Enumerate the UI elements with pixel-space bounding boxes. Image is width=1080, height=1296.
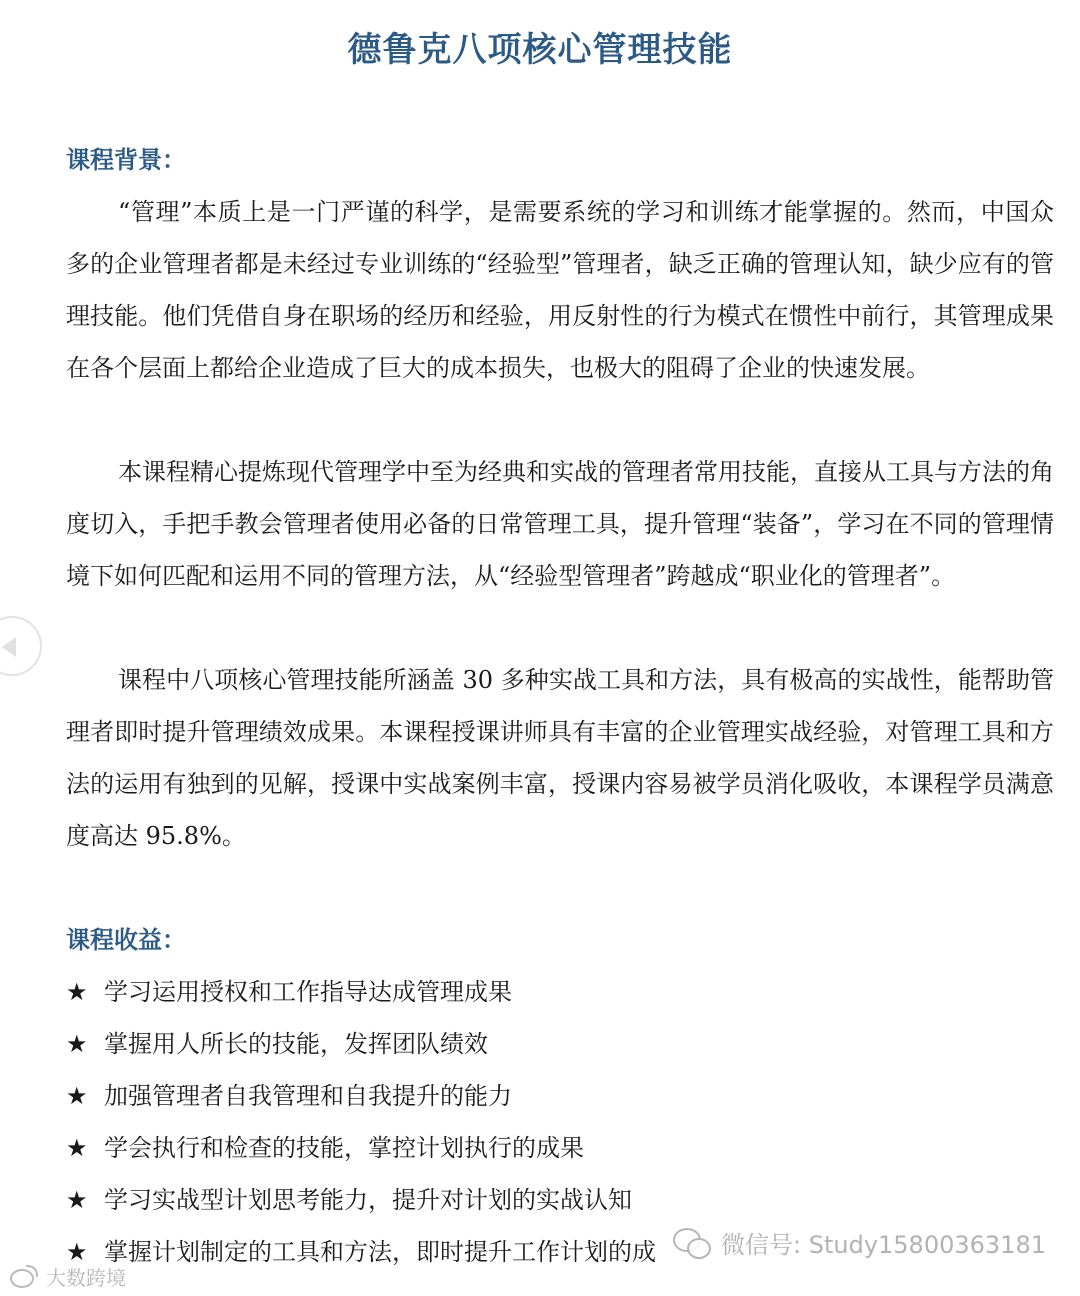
wechat-watermark-text: 微信号: Study15800363181 bbox=[721, 1230, 1046, 1259]
star-icon: ★ bbox=[66, 1238, 88, 1266]
list-item bbox=[66, 966, 1066, 1018]
star-icon: ★ bbox=[66, 1030, 88, 1058]
list-item bbox=[66, 1070, 1066, 1122]
benefit-text: 加强管理者自我管理和自我提升的能力 bbox=[104, 1082, 512, 1110]
benefit-text: 学会执行和检查的技能，掌控计划执行的成果 bbox=[104, 1134, 584, 1162]
star-icon: ★ bbox=[66, 1082, 88, 1110]
benefit-text: 掌握计划制定的工具和方法，即时提升工作计划的成 bbox=[104, 1238, 656, 1266]
star-icon: ★ bbox=[66, 1186, 88, 1214]
list-item bbox=[66, 1018, 1066, 1070]
background-paragraph-3: 课程中八项核心管理技能所涵盖 30 多种实战工具和方法，具有极高的实战性，能帮助管理者即时提升管理绩效成果。本课程授课讲师具有丰富的企业管理实战经验，对管理工具和方法的运用有独到的见解，授课中实战案例丰富，授课内容易被学员消化吸收，本课程学员满意度高达 95.8%。 bbox=[66, 666, 1054, 850]
background-paragraph-2: 本课程精心提炼现代管理学中至为经典和实战的管理者常用技能，直接从工具与方法的角度切入，手把手教会管理者使用必备的日常管理工具，提升管理“装备”，学习在不同的管理情境下如何匹配和运用不同的管理方法，从“经验型管理者”跨越成“职业化的管理者”。 bbox=[66, 458, 1054, 590]
benefits-heading: 课程收益： bbox=[66, 925, 186, 954]
benefit-text: 学习实战型计划思考能力，提升对计划的实战认知 bbox=[104, 1186, 632, 1214]
list-item bbox=[66, 1174, 1066, 1226]
benefit-text: 掌握用人所长的技能，发挥团队绩效 bbox=[104, 1030, 488, 1058]
background-paragraph-1: “管理”本质上是一门严谨的科学，是需要系统的学习和训练才能掌握的。然而，中国众多的企业管理者都是未经过专业训练的“经验型”管理者，缺乏正确的管理认知，缺少应有的管理技能。他们凭借自身在职场的经历和经验，用反射性的行为模式在惯性中前行，其管理成果在各个层面上都给企业造成了巨大的成本损失，也极大的阻碍了企业的快速发展。 bbox=[66, 198, 1054, 382]
weibo-watermark bbox=[10, 1262, 126, 1290]
background-heading: 课程背景： bbox=[66, 145, 186, 174]
wechat-icon bbox=[673, 1226, 713, 1258]
list-item bbox=[66, 1122, 1066, 1174]
benefit-text: 学习运用授权和工作指导达成管理成果 bbox=[104, 978, 512, 1006]
page-title: 德鲁克八项核心管理技能 bbox=[347, 30, 733, 70]
weibo-icon bbox=[10, 1265, 40, 1287]
previous-page-arrow-icon[interactable] bbox=[0, 616, 42, 676]
weibo-watermark-text: 大数跨境 bbox=[46, 1265, 126, 1290]
wechat-watermark bbox=[673, 1222, 1046, 1262]
star-icon: ★ bbox=[66, 978, 88, 1006]
star-icon: ★ bbox=[66, 1134, 88, 1162]
